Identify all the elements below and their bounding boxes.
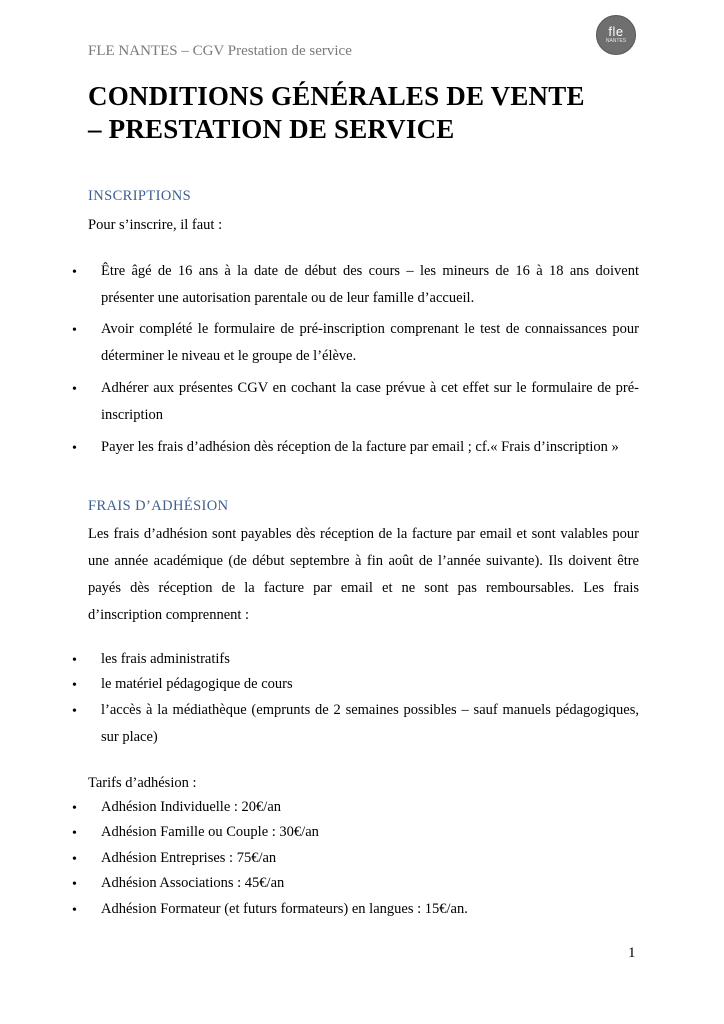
list-item: l’accès à la médiathèque (emprunts de 2 semaines possibles – sauf manuels pédagogiques, sur place) bbox=[101, 702, 639, 745]
list-item: le matériel pédagogique de cours bbox=[101, 676, 293, 692]
tarif-item: Adhésion Individuelle : 20€/an bbox=[101, 799, 282, 815]
section-heading-frais-adhesion: FRAIS D’ADHÉSION bbox=[88, 498, 229, 514]
bullet-icon: • bbox=[72, 678, 77, 693]
tarif-item: Adhésion Formateur (et futurs formateurs) en langues : 15€/an. bbox=[101, 901, 468, 917]
tarif-item: Adhésion Associations : 45€/an bbox=[101, 875, 285, 891]
bullet-icon: • bbox=[72, 704, 77, 719]
bullet-icon: • bbox=[72, 323, 77, 338]
bullet-icon: • bbox=[72, 653, 77, 668]
section-heading-inscriptions: INSCRIPTIONS bbox=[88, 188, 192, 204]
running-header: FLE NANTES – CGV Prestation de service bbox=[88, 43, 352, 59]
inscriptions-intro: Pour s’inscrire, il faut : bbox=[88, 217, 223, 233]
document-title bbox=[88, 80, 648, 146]
list-item: Adhérer aux présentes CGV en cochant la case prévue à cet effet sur le formulaire de pré-inscription bbox=[101, 380, 639, 423]
bullet-icon: • bbox=[72, 441, 77, 456]
list-item: les frais administratifs bbox=[101, 651, 230, 667]
list-item: Avoir complété le formulaire de pré-inscription comprenant le test de connaissances pour déterminer le niveau et le groupe de l’élève. bbox=[101, 321, 639, 364]
frais-paragraph: Les frais d’adhésion sont payables dès réception de la facture par email et sont valables pour une année académique (de début septembre à fin août de l’année suivante). Ils doivent être payés dès réception de la facture par email et ne sont pas remboursables. Les frais d’inscription comprennent : bbox=[88, 526, 639, 623]
title-line-2: – PRESTATION DE SERVICE bbox=[88, 114, 455, 144]
title-line-1: CONDITIONS GÉNÉRALES DE VENTE bbox=[88, 81, 585, 111]
bullet-icon: • bbox=[72, 903, 77, 918]
logo-text: fle bbox=[608, 24, 624, 39]
bullet-icon: • bbox=[72, 382, 77, 397]
list-item: Être âgé de 16 ans à la date de début des cours – les mineurs de 16 à 18 ans doivent présenter une autorisation parentale ou de leur famille d’accueil. bbox=[101, 263, 639, 306]
bullet-icon: • bbox=[72, 852, 77, 867]
fle-nantes-logo bbox=[596, 15, 636, 55]
logo-subtext: NANTES bbox=[605, 38, 627, 44]
tarifs-label: Tarifs d’adhésion : bbox=[88, 775, 197, 791]
page-number: 1 bbox=[628, 945, 636, 961]
tarif-item: Adhésion Entreprises : 75€/an bbox=[101, 850, 277, 866]
bullet-icon: • bbox=[72, 826, 77, 841]
bullet-icon: • bbox=[72, 801, 77, 816]
tarif-item: Adhésion Famille ou Couple : 30€/an bbox=[101, 824, 319, 840]
bullet-icon: • bbox=[72, 877, 77, 892]
list-item: Payer les frais d’adhésion dès réception de la facture par email ; cf.« Frais d’inscription » bbox=[101, 439, 619, 455]
bullet-icon: • bbox=[72, 265, 77, 280]
